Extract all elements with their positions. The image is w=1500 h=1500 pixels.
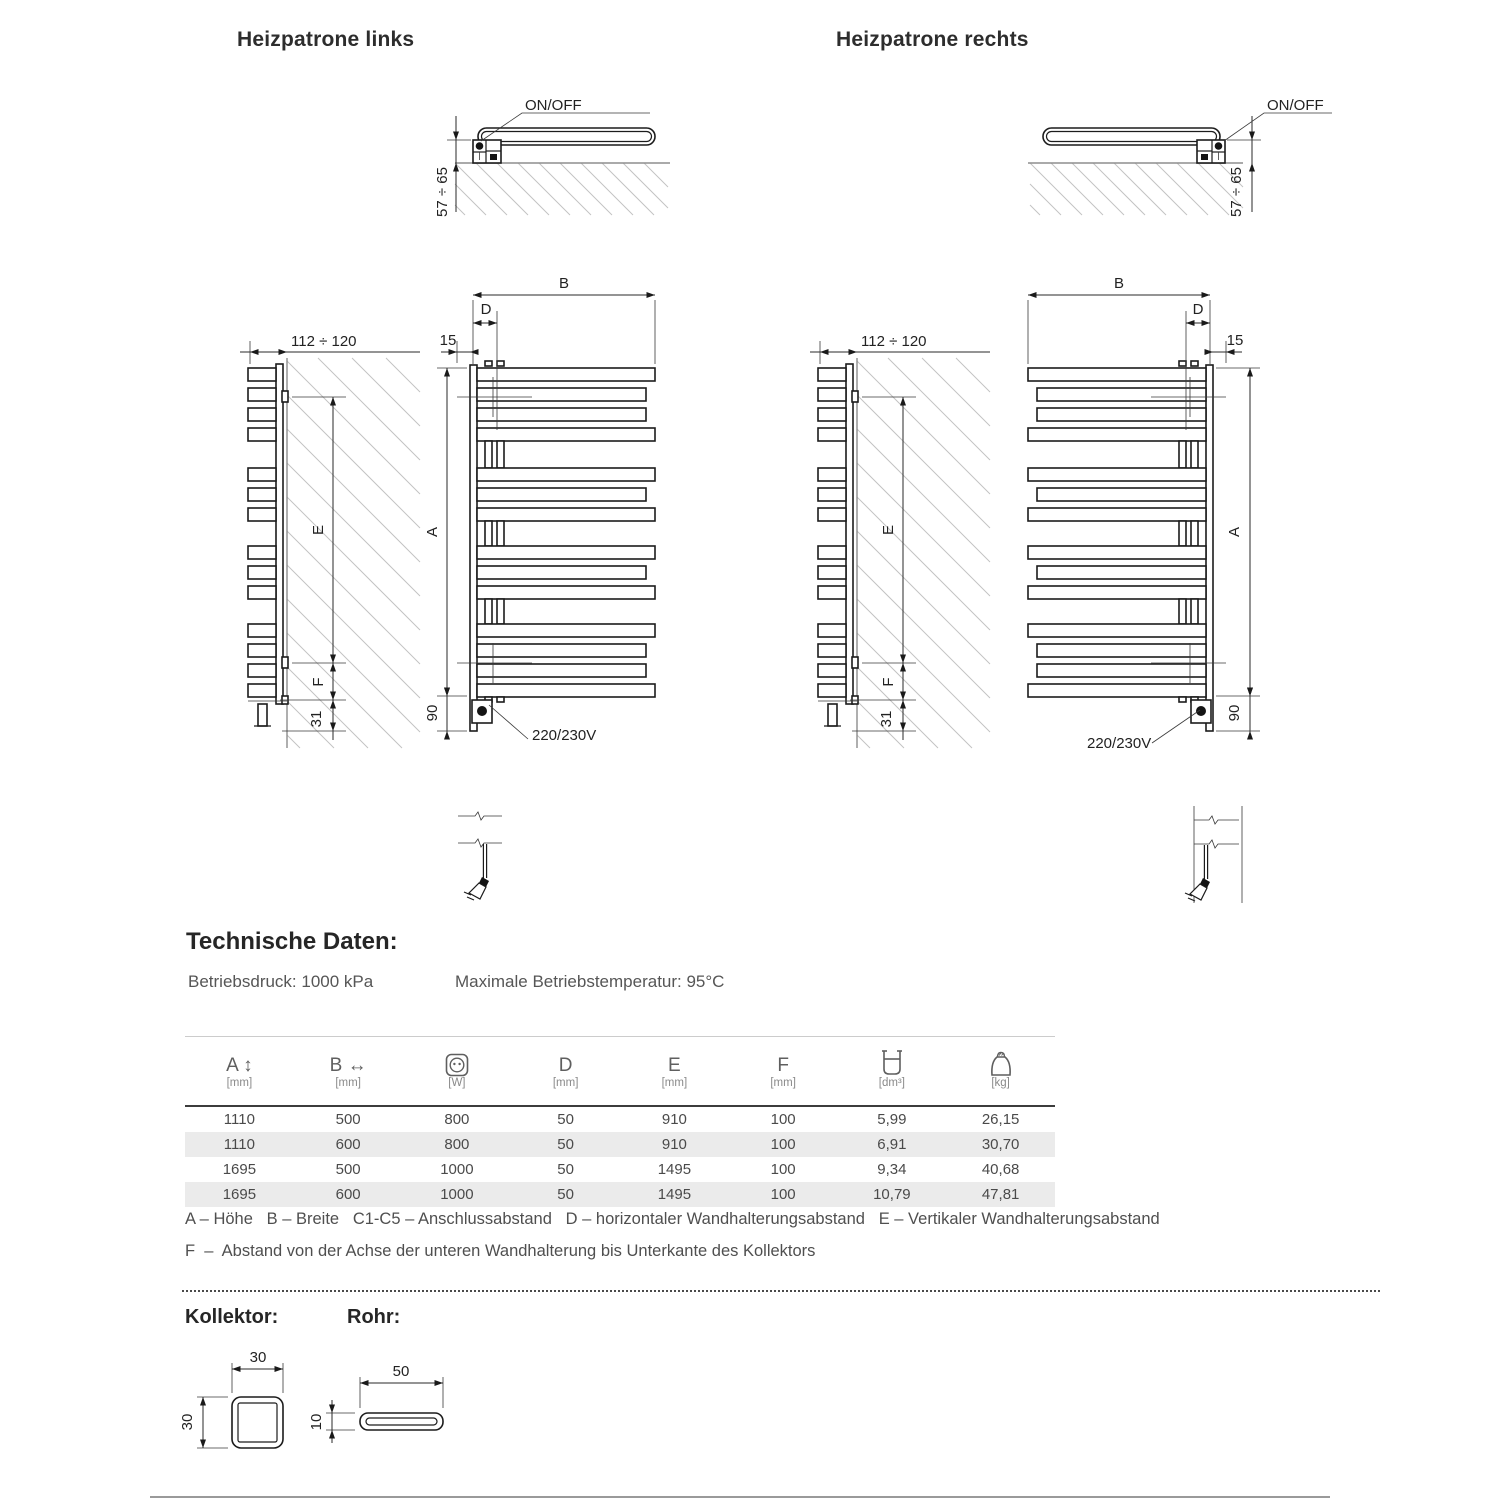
right-frontview-diagram: [1028, 275, 1260, 752]
max-temperature: Maximale Betriebstemperatur: 95°C: [455, 972, 725, 991]
dim-E-left: E: [310, 524, 327, 536]
kollektor-width-dim: 30: [249, 1349, 267, 1366]
voltage-label-right: 220/230V: [1087, 735, 1152, 752]
kollektor-profile: [179, 1349, 283, 1448]
dim-90-right: 90: [1226, 704, 1243, 722]
right-sideview-diagram: [810, 333, 990, 748]
dotted-divider: [182, 1290, 1380, 1292]
water-content-icon: [881, 1050, 903, 1077]
left-frontview-diagram: [424, 275, 655, 744]
table-row: 1110 600 800 50 910 100 6,91 30,70: [185, 1132, 1055, 1157]
table-row: 1695 500 1000 50 1495 100 9,34 40,68: [222, 1161, 1020, 1178]
tech-data-heading: Technische Daten:: [186, 928, 398, 955]
dim-E-right: E: [880, 524, 897, 536]
left-topview-diagram: [434, 97, 670, 217]
left-sideview-diagram: [240, 333, 420, 748]
title-heizpatrone-rechts: Heizpatrone rechts: [836, 28, 1029, 51]
col-header-power: [403, 1037, 512, 1078]
dim-B-right: B: [1113, 275, 1125, 292]
dim-D-right: D: [1192, 301, 1204, 318]
table-header-row: [185, 1037, 1055, 1078]
col-header-weight: [946, 1037, 1055, 1078]
unit-volume: [dm³]: [838, 1077, 947, 1106]
col-header-A: A ↕: [185, 1037, 294, 1078]
title-heizpatrone-links: Heizpatrone links: [237, 28, 415, 51]
col-header-D: D: [511, 1037, 620, 1078]
dim-A-left: A: [424, 526, 441, 538]
legend-line-2: F – Abstand von der Achse der unteren Wandhalterung bis Unterkante des Kollektors: [185, 1242, 816, 1260]
dim-112-120-left: 112 ÷ 120: [291, 333, 357, 350]
weight-icon: [989, 1051, 1013, 1077]
dim-112-120-right: 112 ÷ 120: [861, 333, 927, 350]
profile-drawings: [0, 1335, 1500, 1500]
dim-90-left: 90: [424, 704, 441, 722]
dim-57-65-left: 57 ÷ 65: [434, 167, 451, 217]
dim-57-65-right: 57 ÷ 65: [1228, 167, 1245, 217]
legend-line-1: A – Höhe B – Breite C1-C5 – Anschlussabstand D – horizontaler Wandhalterungsabstand E – Vertikaler Wandhalterungsabstand: [185, 1210, 1160, 1228]
voltage-label-left: 220/230V: [532, 727, 597, 744]
right-plug-detail: [1185, 806, 1242, 903]
unit-D: [mm]: [511, 1077, 620, 1106]
right-topview-diagram: [1028, 97, 1332, 217]
col-header-F: F: [729, 1037, 838, 1078]
table-row: 1695 600 1000 50 1495 100 10,79 47,81: [185, 1182, 1055, 1207]
on-off-label-left: ON/OFF: [525, 97, 582, 114]
rohr-height-dim: 10: [308, 1413, 325, 1431]
bottom-divider: [150, 1496, 1330, 1498]
dim-D-left: D: [480, 301, 492, 318]
unit-F: [mm]: [729, 1077, 838, 1106]
rohr-heading: Rohr:: [347, 1306, 401, 1328]
dim-F-left: F: [310, 677, 327, 687]
dim-A-right: A: [1226, 526, 1243, 538]
technical-data-table: [185, 1036, 1055, 1207]
dim-B-left: B: [558, 275, 570, 292]
dim-31-right: 31: [878, 710, 895, 728]
left-plug-detail: [458, 812, 502, 900]
dim-15-right: 15: [1226, 332, 1244, 349]
dim-31-left: 31: [308, 710, 325, 728]
col-header-B: B ↔: [294, 1037, 403, 1078]
unit-E: [mm]: [620, 1077, 729, 1106]
table-units-row: [185, 1077, 1055, 1106]
unit-A: [mm]: [185, 1077, 294, 1106]
table-row: 1110 500 800 50 910 100 5,99 26,15: [223, 1111, 1020, 1128]
unit-weight: [kg]: [946, 1077, 1055, 1106]
col-header-volume: [838, 1037, 947, 1078]
dim-15-left: 15: [439, 332, 457, 349]
rohr-profile: [308, 1363, 443, 1443]
kollektor-heading: Kollektor:: [185, 1306, 279, 1328]
on-off-label-right: ON/OFF: [1267, 97, 1324, 114]
operating-pressure: Betriebsdruck: 1000 kPa: [188, 972, 374, 991]
power-socket-icon: [445, 1053, 469, 1077]
rohr-width-dim: 50: [392, 1363, 410, 1380]
kollektor-height-dim: 30: [179, 1413, 196, 1431]
unit-power: [W]: [403, 1077, 512, 1106]
col-header-E: E: [620, 1037, 729, 1078]
dim-F-right: F: [880, 677, 897, 687]
unit-B: [mm]: [294, 1077, 403, 1106]
